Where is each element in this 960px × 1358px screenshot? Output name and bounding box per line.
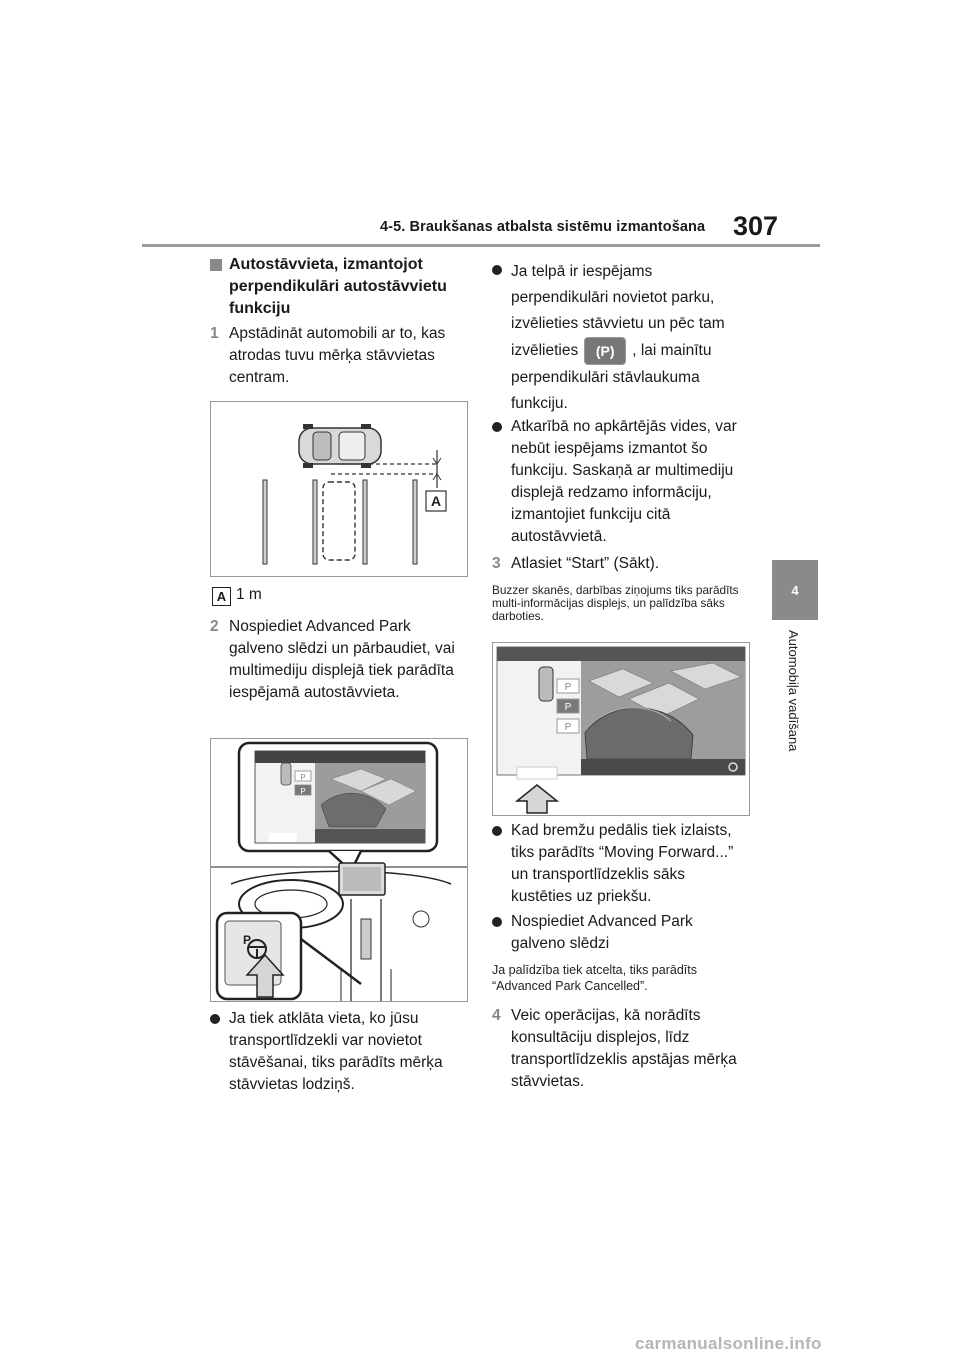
screen-p-2: P xyxy=(564,702,572,713)
step-text: Atlasiet “Start” (Sākt). xyxy=(511,555,660,572)
bullet-text: Atkarībā no apkārtējās vides, var nebūt iespējams izmantot šo funkciju. Saskaņā ar multimediju displejā redzamo informāciju, izmantojiet funkciju citā autostāvvietā. xyxy=(511,418,737,545)
figure-dashboard xyxy=(210,738,468,1002)
chapter-tab xyxy=(772,560,818,620)
bullet-text-part2: , lai mainītu perpendikulāri stāvlaukuma funkciju. xyxy=(511,342,712,412)
parking-mode-icon: (P) xyxy=(584,337,626,365)
header-rule xyxy=(142,244,820,247)
display-p-top: P xyxy=(300,773,306,782)
screen-svg xyxy=(493,643,749,815)
note-1: Buzzer skanēs, darbības ziņojums tiks parādīts multi-informācijas displejs, un palīdzība sāks darboties. xyxy=(492,583,739,623)
footer-watermark: carmanualsonline.info xyxy=(635,1334,822,1353)
section-square-icon xyxy=(210,259,222,271)
step-number: 3 xyxy=(492,555,501,572)
bullet-5 xyxy=(492,911,744,955)
bullet-4 xyxy=(492,820,744,908)
bullet-1 xyxy=(210,1008,465,1096)
figure-screen xyxy=(492,642,750,816)
chapter-label: Automobiļa vadīšana xyxy=(786,630,801,752)
chapter-number: 4 xyxy=(791,582,799,598)
parking-diagram-svg xyxy=(211,402,467,576)
bullet-text-part1: Ja telpā ir iespējams perpendikulāri novietot parku, izvēlieties stāvvietu un pēc tam izvēlieties xyxy=(511,263,725,360)
step-3 xyxy=(492,553,744,575)
step-text: Veic operācijas, kā norādīts konsultāciju displejos, līdz transportlīdzeklis apstājas mērķa stāvvietas. xyxy=(511,1007,737,1090)
screen-p-3: P xyxy=(564,722,572,733)
bullet-dot-icon xyxy=(492,826,502,836)
legend-text: 1 m xyxy=(236,586,262,603)
step-text: Nospiediet Advanced Park galveno slēdzi un pārbaudiet, vai multimediju displejā tiek parādīta iespējamā autostāvvieta. xyxy=(229,618,455,701)
section-title-text: Autostāvvieta, izmantojot perpendikulāri autostāvvietu funkciju xyxy=(229,256,447,317)
step-number: 2 xyxy=(210,618,219,635)
bullet-2 xyxy=(492,259,744,417)
step-4 xyxy=(492,1005,744,1093)
bullet-dot-icon xyxy=(492,917,502,927)
bullet-dot-icon xyxy=(492,422,502,432)
step-text: Apstādināt automobili ar to, kas atrodas tuvu mērķa stāvvietas centram. xyxy=(229,325,446,386)
section-header-title: 4-5. Braukšanas atbalsta sistēmu izmantošana xyxy=(380,219,706,235)
legend-label-a: A xyxy=(212,587,231,606)
bullet-text: Nospiediet Advanced Park galveno slēdzi xyxy=(511,913,693,952)
note-2: Ja palīdzība tiek atcelta, tiks parādīts “Advanced Park Cancelled”. xyxy=(492,963,697,993)
screen-p-1: P xyxy=(564,682,572,693)
bullet-text: Ja tiek atklāta vieta, ko jūsu transportlīdzekli var novietot stāvēšanai, tiks parādīts mērķa stāvvietas lodziņš. xyxy=(229,1010,443,1093)
bullet-text: Kad bremžu pedālis tiek izlaists, tiks parādīts “Moving Forward...” un transportlīdzeklis sāks kustēties uz priekšu. xyxy=(511,822,734,905)
figure-label-a: A xyxy=(430,493,442,509)
step-1 xyxy=(210,323,465,389)
step-number: 1 xyxy=(210,325,219,342)
bullet-dot-icon xyxy=(210,1014,220,1024)
bullet-3 xyxy=(492,416,744,548)
page-number: 307 xyxy=(733,211,779,241)
switch-letter: P xyxy=(243,933,252,947)
bullet-text xyxy=(511,259,744,417)
step-2 xyxy=(210,616,465,704)
figure-parking-diagram xyxy=(210,401,468,577)
dashboard-svg xyxy=(211,739,467,1001)
car-top-view-icon xyxy=(299,424,381,468)
section-title xyxy=(210,254,460,320)
display-p-bottom: P xyxy=(300,787,306,796)
step-number: 4 xyxy=(492,1007,501,1024)
bullet-dot-icon xyxy=(492,265,502,275)
